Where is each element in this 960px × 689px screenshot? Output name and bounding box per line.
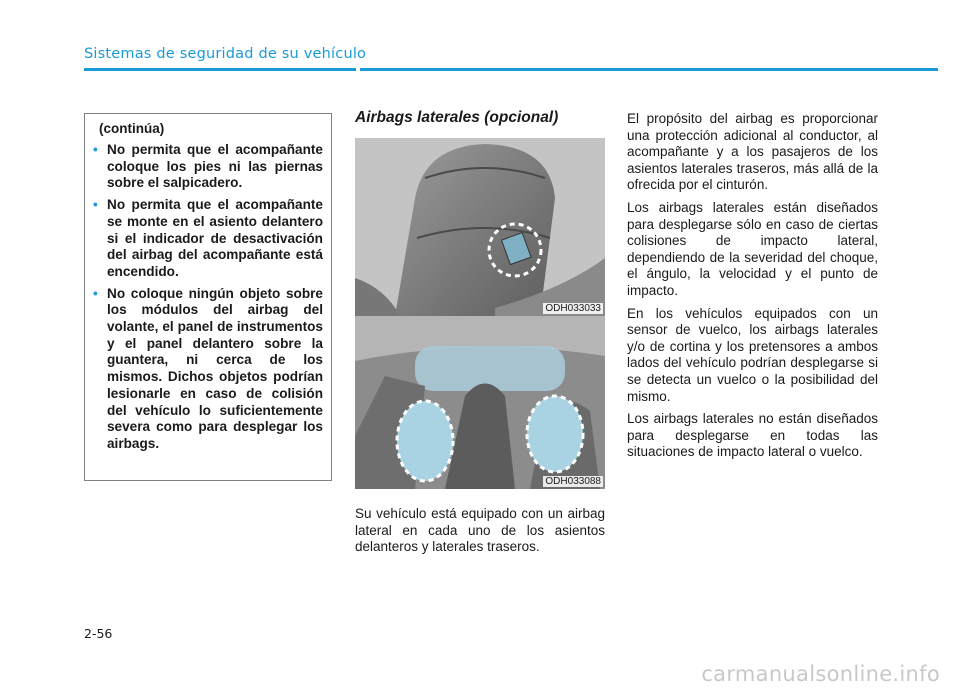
bullet-icon: • xyxy=(93,142,98,157)
seat-airbag-illustration xyxy=(355,138,605,316)
page-number: 2-56 xyxy=(84,626,113,641)
warning-item: • No coloque ningún objeto sobre los módulos del airbag del volante, el panel de instrumentos y el panel delantero sobre la guantera, ni cerca de los mismos. Dichos objetos podrían lesionarle en caso de colisión del vehículo lo suficientemente severa como para desplegar los airbags. xyxy=(93,285,323,451)
paragraph: Los airbags laterales están diseñados para desplegarse sólo en caso de ciertas colisiones de impacto lateral, dependiendo de la severidad del choque, el ángulo, la velocidad y el punto de impacto. xyxy=(627,199,878,298)
warning-box xyxy=(84,113,332,481)
seat-illustration-svg xyxy=(355,138,605,316)
warning-list xyxy=(93,142,323,453)
header-rule-gap xyxy=(356,66,360,73)
warning-item: • No permita que el acompañante se monte en el asiento delantero si el indicador de desactivación del airbag del acompañante está encendido. xyxy=(93,197,323,279)
paragraph: El propósito del airbag es proporcionar una protección adicional al conductor, al acompañante y a los pasajeros de los asientos laterales traseros, más allá de la ofrecida por el cinturón. xyxy=(627,111,878,193)
interior-illustration-svg xyxy=(355,316,605,489)
watermark: carmanualsonline.info xyxy=(701,662,940,686)
side-airbag-intro: Su vehículo está equipado con un airbag lateral en cada uno de los asientos delanteros y laterales traseros. xyxy=(355,506,605,555)
side-airbags-title: Airbags laterales (opcional) xyxy=(355,109,559,126)
warning-item: • No permita que el acompañante coloque los pies ni las piernas sobre el salpicadero. xyxy=(93,142,323,191)
continued-label: (continúa) xyxy=(99,121,165,136)
section-title: Sistemas de seguridad de su vehículo xyxy=(84,46,367,62)
image-code: ODH033033 xyxy=(545,303,601,314)
paragraph: En los vehículos equipados con un sensor de vuelco, los airbags laterales y/o de cortina y los pretensores a ambos lados del vehículo podrían desplegarse si se detecta un vuelco o la posibilidad del mismo. xyxy=(627,305,878,404)
header-rule xyxy=(84,68,938,71)
paragraph: Los airbags laterales no están diseñados para desplegarse en todas las situaciones de impacto lateral o vuelco. xyxy=(627,411,878,460)
bullet-icon: • xyxy=(93,285,98,301)
bullet-icon: • xyxy=(93,197,98,213)
image-code: ODH033088 xyxy=(545,476,601,487)
right-column xyxy=(627,111,878,467)
interior-airbags-illustration xyxy=(355,316,605,489)
